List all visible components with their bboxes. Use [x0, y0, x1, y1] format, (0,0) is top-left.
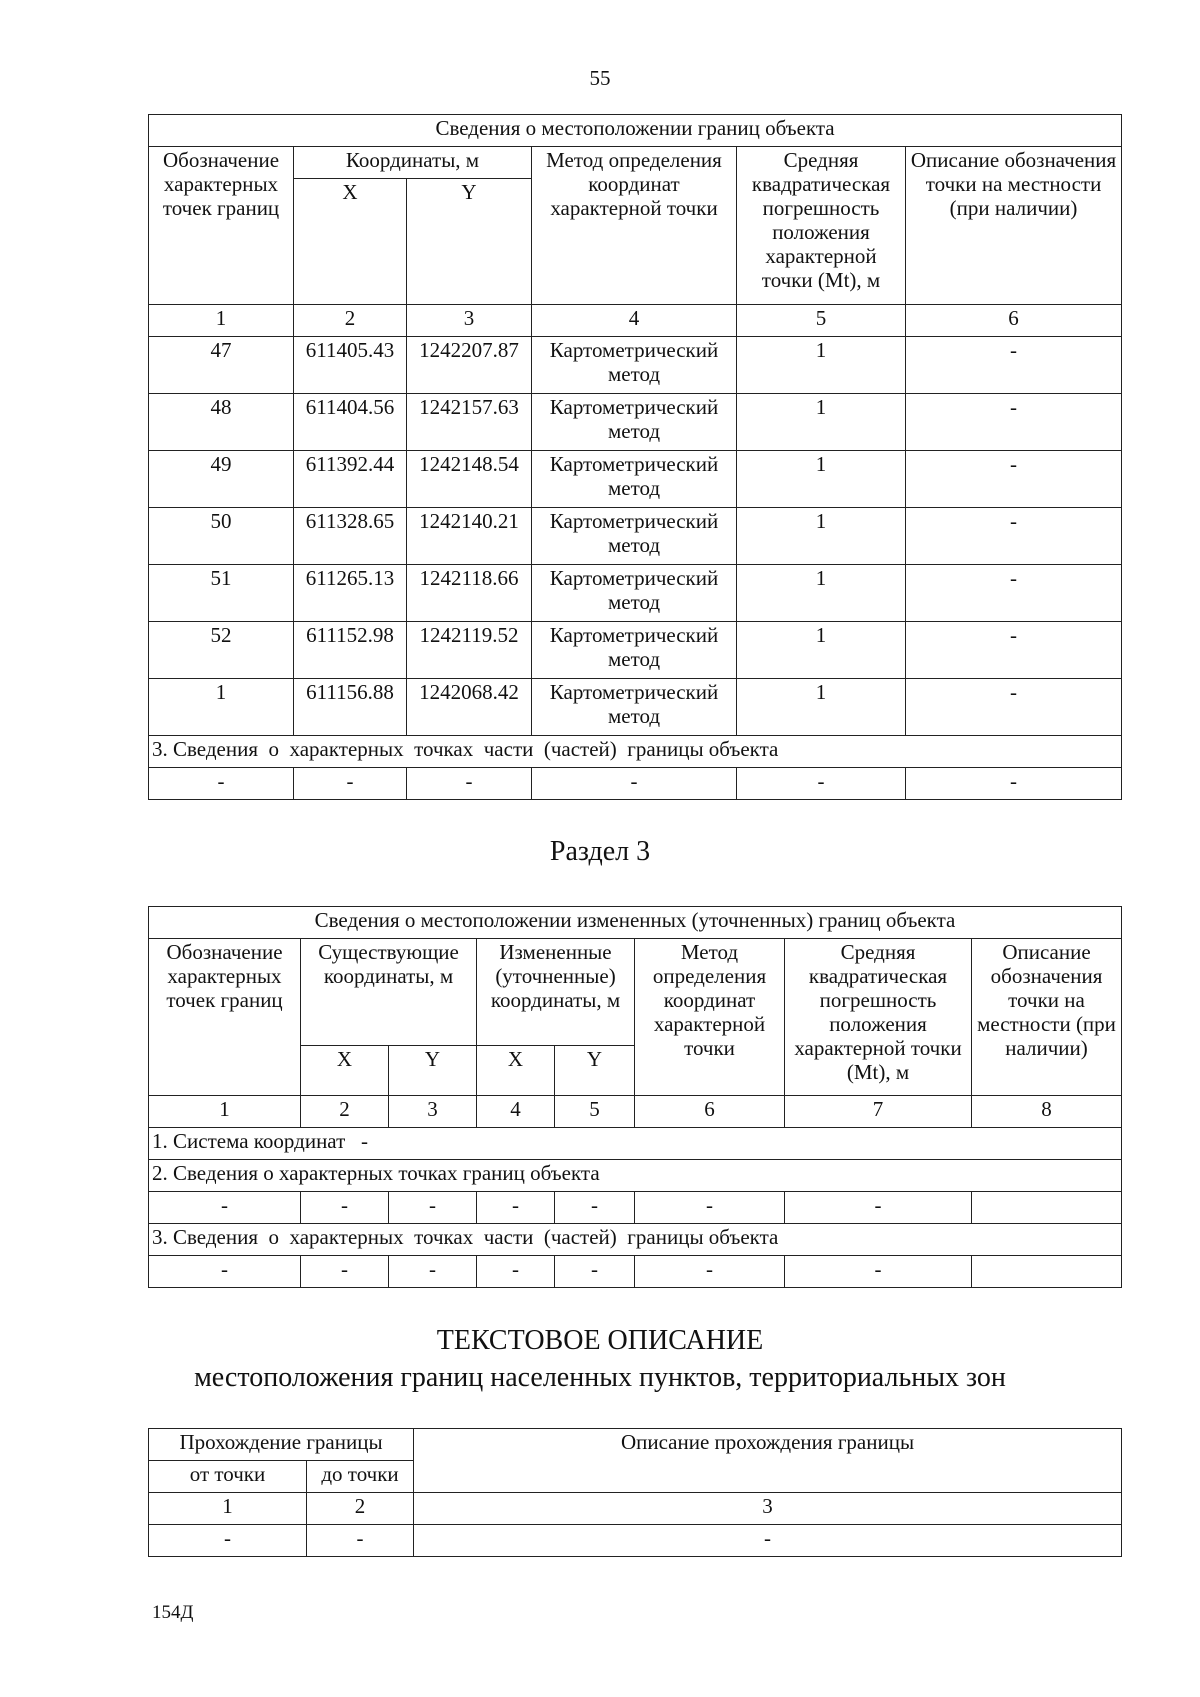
point-id: 50: [149, 508, 294, 565]
header-to-point: до точки: [307, 1461, 414, 1493]
point-id: 48: [149, 394, 294, 451]
footer-code: 154Д: [152, 1602, 194, 1623]
error-value: 1: [737, 622, 906, 679]
col-num: 7: [785, 1096, 972, 1128]
table-title: Сведения о местоположении границ объекта: [149, 115, 1122, 147]
point-id: 51: [149, 565, 294, 622]
header-changed-coords: Измененные (уточненные) координаты, м: [477, 939, 635, 1046]
point-id: 49: [149, 451, 294, 508]
col-num: 2: [307, 1493, 414, 1525]
table-row: [149, 679, 1122, 736]
table-row: [149, 565, 1122, 622]
table-row: [149, 337, 1122, 394]
table-title: Сведения о местоположении измененных (уточненных) границ объекта: [149, 907, 1122, 939]
description: -: [906, 337, 1122, 394]
error-value: 1: [737, 451, 906, 508]
coord-y: 1242068.42: [407, 679, 532, 736]
coord-x: 611328.65: [294, 508, 407, 565]
empty-cell: -: [635, 1192, 785, 1224]
method: Картометрический метод: [532, 337, 737, 394]
coord-y: 1242148.54: [407, 451, 532, 508]
column-numbers-row: [149, 1096, 1122, 1128]
empty-cell: -: [737, 768, 906, 800]
column-numbers-row: [149, 1493, 1122, 1525]
header-method: Метод определения координат характерной точки: [532, 147, 737, 305]
text-description-subtitle: местоположения границ населенных пунктов, территориальных зон: [194, 1362, 1006, 1393]
col-num: 1: [149, 1096, 301, 1128]
table-row: [149, 451, 1122, 508]
header-coords: Координаты, м: [294, 147, 532, 179]
table-row: [149, 508, 1122, 565]
description: -: [906, 394, 1122, 451]
coord-y: 1242140.21: [407, 508, 532, 565]
empty-row: [149, 1256, 1122, 1288]
header-error: Средняя квадратическая погрешность положения характерной точки (Mt), м: [785, 939, 972, 1096]
col-num: 3: [414, 1493, 1122, 1525]
col-num: 5: [737, 305, 906, 337]
coord-y: 1242119.52: [407, 622, 532, 679]
col-num: 3: [389, 1096, 477, 1128]
page-number: 55: [589, 66, 611, 90]
description: -: [906, 508, 1122, 565]
error-value: 1: [737, 565, 906, 622]
error-value: 1: [737, 508, 906, 565]
col-num: 1: [149, 1493, 307, 1525]
empty-cell: -: [785, 1256, 972, 1288]
error-value: 1: [737, 337, 906, 394]
method: Картометрический метод: [532, 622, 737, 679]
coord-y: 1242157.63: [407, 394, 532, 451]
header-x: X: [301, 1046, 389, 1096]
method: Картометрический метод: [532, 394, 737, 451]
empty-cell: -: [389, 1256, 477, 1288]
header-y: Y: [389, 1046, 477, 1096]
empty-cell: -: [301, 1192, 389, 1224]
empty-cell: -: [635, 1256, 785, 1288]
header-x: X: [477, 1046, 555, 1096]
col-num: 1: [149, 305, 294, 337]
section-3-heading: 3. Сведения о характерных точках части (частей) границы объекта: [149, 1224, 1122, 1256]
coord-y: 1242118.66: [407, 565, 532, 622]
description: -: [906, 451, 1122, 508]
header-from-point: от точки: [149, 1461, 307, 1493]
empty-cell: -: [785, 1192, 972, 1224]
header-existing-coords: Существующие координаты, м: [301, 939, 477, 1046]
header-description: Описание обозначения точки на местности (при наличии): [906, 147, 1122, 305]
header-passage-description: Описание прохождения границы: [414, 1429, 1122, 1493]
empty-cell: -: [149, 1256, 301, 1288]
coord-y: 1242207.87: [407, 337, 532, 394]
empty-cell: -: [294, 768, 407, 800]
point-id: 52: [149, 622, 294, 679]
description: -: [906, 565, 1122, 622]
empty-cell: [972, 1192, 1122, 1224]
empty-cell: -: [149, 1192, 301, 1224]
boundary-passage-table: [148, 1428, 1122, 1557]
column-numbers-row: [149, 305, 1122, 337]
header-method: Метод определения координат характерной точки: [635, 939, 785, 1096]
coord-x: 611156.88: [294, 679, 407, 736]
header-x: X: [294, 179, 407, 305]
header-point: Обозначение характерных точек границ: [149, 147, 294, 305]
empty-cell: -: [389, 1192, 477, 1224]
table-row: [149, 394, 1122, 451]
header-error: Средняя квадратическая погрешность положения характерной точки (Mt), м: [737, 147, 906, 305]
description: -: [906, 622, 1122, 679]
empty-cell: -: [149, 1525, 307, 1557]
empty-cell: -: [477, 1256, 555, 1288]
section-3-heading: 3. Сведения о характерных точках части (частей) границы объекта: [149, 736, 1122, 768]
section-2-heading: 2. Сведения о характерных точках границ объекта: [149, 1160, 1122, 1192]
coord-x: 611152.98: [294, 622, 407, 679]
empty-row: [149, 1525, 1122, 1557]
point-id: 1: [149, 679, 294, 736]
section-heading: Раздел 3: [549, 836, 651, 867]
empty-row: [149, 768, 1122, 800]
text-description-title: ТЕКСТОВОЕ ОПИСАНИЕ: [436, 1325, 764, 1356]
coord-x: 611392.44: [294, 451, 407, 508]
empty-cell: -: [407, 768, 532, 800]
error-value: 1: [737, 679, 906, 736]
col-num: 2: [301, 1096, 389, 1128]
col-num: 4: [532, 305, 737, 337]
col-num: 4: [477, 1096, 555, 1128]
col-num: 3: [407, 305, 532, 337]
method: Картометрический метод: [532, 508, 737, 565]
col-num: 8: [972, 1096, 1122, 1128]
empty-cell: -: [555, 1192, 635, 1224]
method: Картометрический метод: [532, 451, 737, 508]
empty-cell: -: [532, 768, 737, 800]
empty-cell: -: [555, 1256, 635, 1288]
empty-cell: -: [906, 768, 1122, 800]
empty-cell: -: [149, 768, 294, 800]
coord-x: 611404.56: [294, 394, 407, 451]
description: -: [906, 679, 1122, 736]
table-row: [149, 622, 1122, 679]
empty-cell: -: [414, 1525, 1122, 1557]
header-y: Y: [407, 179, 532, 305]
col-num: 6: [906, 305, 1122, 337]
coordinate-system-row: 1. Система координат -: [149, 1128, 1122, 1160]
empty-cell: [972, 1256, 1122, 1288]
changed-boundaries-table: [148, 906, 1122, 1288]
empty-cell: -: [477, 1192, 555, 1224]
coord-x: 611405.43: [294, 337, 407, 394]
empty-row: [149, 1192, 1122, 1224]
col-num: 2: [294, 305, 407, 337]
col-num: 5: [555, 1096, 635, 1128]
coord-x: 611265.13: [294, 565, 407, 622]
error-value: 1: [737, 394, 906, 451]
method: Картометрический метод: [532, 565, 737, 622]
header-point: Обозначение характерных точек границ: [149, 939, 301, 1096]
col-num: 6: [635, 1096, 785, 1128]
method: Картометрический метод: [532, 679, 737, 736]
point-id: 47: [149, 337, 294, 394]
empty-cell: -: [307, 1525, 414, 1557]
empty-cell: -: [301, 1256, 389, 1288]
boundary-location-table: [148, 114, 1122, 800]
header-y: Y: [555, 1046, 635, 1096]
header-passage: Прохождение границы: [149, 1429, 414, 1461]
header-description: Описание обозначения точки на местности (при наличии): [972, 939, 1122, 1096]
